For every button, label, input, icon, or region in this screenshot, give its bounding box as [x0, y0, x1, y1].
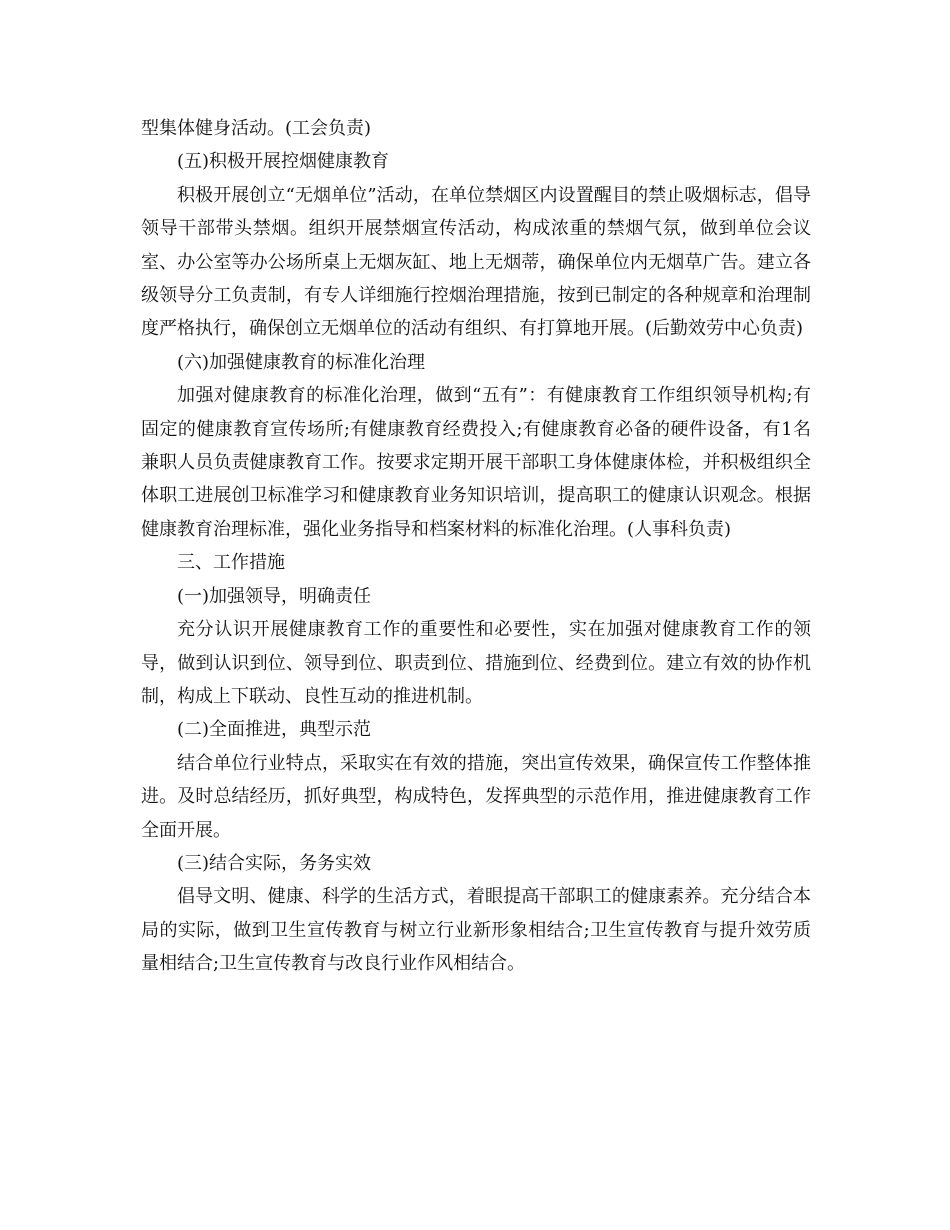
measure-heading-2: (二)全面推进，典型示范	[177, 719, 372, 741]
measure-heading-3: (三)结合实际，务务实效	[177, 852, 372, 874]
measure-heading-1: (一)加强领导，明确责任	[177, 585, 372, 607]
paragraph-continuation: 型集体健身活动。(工会负责)	[141, 118, 372, 139]
paragraph-smoke-free: 积极开展创立“无烟单位”活动，在单位禁烟区内设置醒目的禁止吸烟标志，倡导领导干部带头禁烟。组织开展禁烟宣传活动，构成浓重的禁烟气氛，做到单位会议室、办公室等办公场所桌上无烟灰缸、地上无烟蒂，确保单位内无烟草广告。建立各级领导分工负责制，有专人详细施行控烟治理措施，按到已制定的各种规章和治理制度严格执行，确保创立无烟单位的活动有组织、有打算地开展。(后勤效劳中心负责)	[141, 184, 811, 340]
chapter-heading-3: 三、工作措施	[177, 552, 285, 574]
section-heading-5: (五)积极开展控烟健康教育	[177, 151, 390, 173]
paragraph-standardization: 加强对健康教育的标准化治理，做到“五有”：有健康教育工作组织领导机构;有固定的健康教育宣传场所;有健康教育经费投入;有健康教育必备的硬件设备，有1名兼职人员负责健康教育工作。按要求定期开展干部职工身体健康体检，并积极组织全体职工进展创卫标准学习和健康教育业务知识培训，提高职工的健康认识观念。根据健康教育治理标准，强化业务指导和档案材料的标准化治理。(人事科负责)	[141, 385, 811, 540]
paragraph-leadership: 充分认识开展健康教育工作的重要性和必要性，实在加强对健康教育工作的领导，做到认识到位、领导到位、职责到位、措施到位、经费到位。建立有效的协作机制，构成上下联动、良性互动的推进机制。	[141, 619, 811, 707]
section-heading-6: (六)加强健康教育的标准化治理	[177, 351, 426, 373]
paragraph-practical: 倡导文明、健康、科学的生活方式，着眼提高干部职工的健康素养。充分结合本局的实际，做到卫生宣传教育与树立行业新形象相结合;卫生宣传教育与提升效劳质量相结合;卫生宣传教育与改良行业作风相结合。	[141, 886, 811, 975]
document-body	[141, 112, 811, 981]
paragraph-promotion: 结合单位行业特点，采取实在有效的措施，突出宣传效果，确保宣传工作整体推进。及时总结经历，抓好典型，构成特色，发挥典型的示范作用，推进健康教育工作全面开展。	[141, 752, 811, 841]
